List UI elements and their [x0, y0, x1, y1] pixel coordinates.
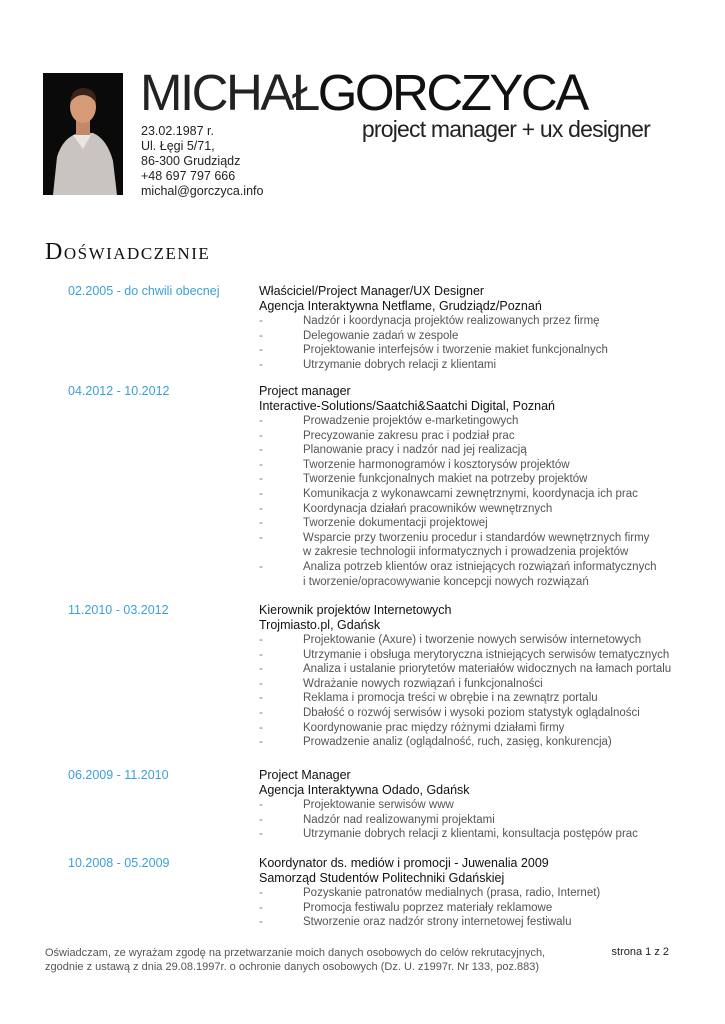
duty-item	[259, 798, 699, 813]
last-name: GORCZYCA	[317, 64, 587, 121]
job-title: Koordynator ds. mediów i promocji - Juwenalia 2009	[259, 856, 549, 870]
bullet-dash: -	[259, 358, 263, 371]
job-company: Trojmiasto.pl, Gdańsk	[259, 618, 381, 632]
duty-item	[259, 648, 699, 663]
duty-text: Promocja festiwalu poprzez materiały reklamowe	[303, 901, 553, 914]
duty-text: Projektowanie (Axure) i tworzenie nowych serwisów internetowych	[303, 634, 642, 646]
job-duties	[259, 886, 699, 930]
duty-item	[259, 502, 699, 517]
job-date: 06.2009 - 11.2010	[68, 768, 169, 782]
duty-item	[259, 516, 699, 531]
birth-date: 23.02.1987 r.	[141, 124, 214, 138]
email-address: michal@gorczyca.info	[141, 184, 264, 198]
duty-item	[259, 414, 699, 429]
duty-text: Stworzenie oraz nadzór strony internetowej festiwalu	[303, 916, 572, 929]
job-title: Project manager	[259, 384, 351, 398]
bullet-dash: -	[259, 560, 263, 573]
duty-item	[259, 901, 699, 916]
duty-text: Koordynowanie prac między różnymi działami firmy	[303, 721, 565, 734]
duty-item	[259, 358, 699, 373]
page-number: strona 1 z 2	[611, 946, 669, 958]
duty-item	[259, 662, 699, 677]
duty-text: Tworzenie funkcjonalnych makiet na potrzeby projektów	[303, 473, 588, 486]
duty-text: Delegowanie zadań w zespole	[303, 329, 459, 342]
duty-text: Utrzymanie dobrych relacji z klientami	[303, 358, 497, 371]
duty-item	[259, 735, 699, 750]
bullet-dash: -	[259, 329, 263, 342]
duty-text: Utrzymanie i obsługa merytoryczna istniejących serwisów tematycznych	[303, 648, 670, 661]
duty-item	[259, 314, 699, 329]
section-title-experience: Doświadczenie	[45, 239, 211, 265]
bullet-dash: -	[259, 315, 263, 327]
duty-item	[259, 443, 699, 458]
street-address: Ul. Łęgi 5/71,	[141, 139, 215, 153]
job-duties	[259, 414, 699, 589]
profile-photo	[43, 73, 123, 195]
duty-item	[259, 813, 699, 828]
duty-text: Wsparcie przy tworzeniu procedur i standardów wewnętrznych firmy w zakresie technologii informatycznych i prowadzenia projektów	[303, 531, 650, 559]
duty-item	[259, 677, 699, 692]
bullet-dash: -	[259, 916, 263, 929]
job-company: Agencja Interaktywna Netflame, Grudziądz/Poznań	[259, 299, 542, 313]
duty-text: Analiza potrzeb klientów oraz istniejących rozwiązań informatycznych i tworzenie/opracowywanie koncepcji nowych rozwiązań	[303, 560, 657, 588]
bullet-dash: -	[259, 487, 263, 500]
job-date: 04.2012 - 10.2012	[68, 384, 170, 398]
bullet-dash: -	[259, 692, 263, 705]
duty-text: Nadzór i koordynacja projektów realizowanych przez firmę	[303, 315, 600, 327]
duty-text: Prowadzenie projektów e-marketingowych	[303, 415, 519, 427]
bullet-dash: -	[259, 799, 263, 811]
full-name	[140, 64, 587, 122]
job-date: 11.2010 - 03.2012	[68, 603, 169, 617]
duty-text: Projektowanie serwisów www	[303, 799, 454, 811]
duty-item	[259, 706, 699, 721]
duty-text: Dbałość o rozwój serwisów i wysoki poziom statystyk oglądalności	[303, 706, 640, 719]
job-date: 02.2005 - do chwili obecnej	[68, 284, 220, 298]
duty-item	[259, 915, 699, 930]
job-title: Właściciel/Project Manager/UX Designer	[259, 284, 485, 298]
bullet-dash: -	[259, 648, 263, 661]
duty-item	[259, 472, 699, 487]
duty-item	[259, 429, 699, 444]
duty-text: Reklama i promocja treści w obrębie i na zewnątrz portalu	[303, 692, 598, 705]
bullet-dash: -	[259, 415, 263, 427]
bullet-dash: -	[259, 721, 263, 734]
duty-item	[259, 531, 699, 560]
bullet-dash: -	[259, 429, 263, 442]
duty-item	[259, 458, 699, 473]
bullet-dash: -	[259, 901, 263, 914]
bullet-dash: -	[259, 663, 263, 676]
duty-item	[259, 560, 699, 589]
duty-item	[259, 633, 699, 648]
job-company: Interactive-Solutions/Saatchi&Saatchi Digital, Poznań	[259, 399, 555, 413]
duty-text: Projektowanie interfejsów i tworzenie makiet funkcjonalnych	[303, 344, 608, 357]
job-company: Samorząd Studentów Politechniki Gdańskiej	[259, 871, 505, 885]
duty-text: Utrzymanie dobrych relacji z klientami, konsultacja postępów prac	[303, 828, 638, 841]
duty-text: Komunikacja z wykonawcami zewnętrznymi, koordynacja ich prac	[303, 487, 638, 500]
job-duties	[259, 633, 699, 750]
bullet-dash: -	[259, 828, 263, 841]
first-name: MICHAŁ	[140, 64, 318, 121]
bullet-dash: -	[259, 531, 263, 544]
bullet-dash: -	[259, 634, 263, 646]
duty-text: Planowanie pracy i nadzór nad jej realizacją	[303, 444, 527, 457]
duty-item	[259, 329, 699, 344]
bullet-dash: -	[259, 473, 263, 486]
bullet-dash: -	[259, 706, 263, 719]
consent-clause: Oświadczam, ze wyrażam zgodę na przetwarzanie moich danych osobowych do celów rekrutacyjnych, zgodnie z ustawą z dnia 29.08.1997r. o ochronie danych osobowych (Dz. U. z1997r. Nr 133, poz.883)	[45, 947, 546, 973]
duty-item	[259, 721, 699, 736]
city-address: 86-300 Grudziądz	[141, 154, 241, 168]
duty-text: Analiza i ustalanie priorytetów materiałów widocznych na łamach portalu	[303, 663, 672, 676]
duty-item	[259, 827, 699, 842]
duty-text: Precyzowanie zakresu prac i podział prac	[303, 429, 515, 442]
job-company: Agencja Interaktywna Odado, Gdańsk	[259, 783, 470, 797]
bullet-dash: -	[259, 502, 263, 515]
job-duties	[259, 314, 699, 372]
bullet-dash: -	[259, 887, 263, 899]
duty-text: Koordynacja działań pracowników wewnętrznych	[303, 502, 553, 515]
bullet-dash: -	[259, 736, 263, 749]
duty-item	[259, 691, 699, 706]
duty-item	[259, 886, 699, 901]
duty-text: Prowadzenie analiz (oglądalność, ruch, zasięg, konkurencja)	[303, 736, 612, 749]
duty-item	[259, 343, 699, 358]
phone-number: +48 697 797 666	[141, 169, 236, 183]
job-title: Kierownik projektów Internetowych	[259, 603, 452, 617]
job-duties	[259, 798, 699, 842]
job-title: Project Manager	[259, 768, 351, 782]
duty-text: Nadzór nad realizowanymi projektami	[303, 813, 495, 826]
bullet-dash: -	[259, 517, 263, 530]
bullet-dash: -	[259, 813, 263, 826]
bullet-dash: -	[259, 458, 263, 471]
duty-text: Tworzenie dokumentacji projektowej	[303, 517, 488, 530]
contact-details	[141, 124, 263, 199]
duty-text: Wdrażanie nowych rozwiązań i funkcjonalności	[303, 677, 543, 690]
bullet-dash: -	[259, 444, 263, 457]
duty-text: Pozyskanie patronatów medialnych (prasa, radio, Internet)	[303, 887, 601, 899]
duty-text: Tworzenie harmonogramów i kosztorysów projektów	[303, 458, 570, 471]
duty-item	[259, 487, 699, 502]
bullet-dash: -	[259, 344, 263, 357]
bullet-dash: -	[259, 677, 263, 690]
job-role: project manager + ux designer	[361, 116, 650, 142]
job-date: 10.2008 - 05.2009	[68, 856, 170, 870]
